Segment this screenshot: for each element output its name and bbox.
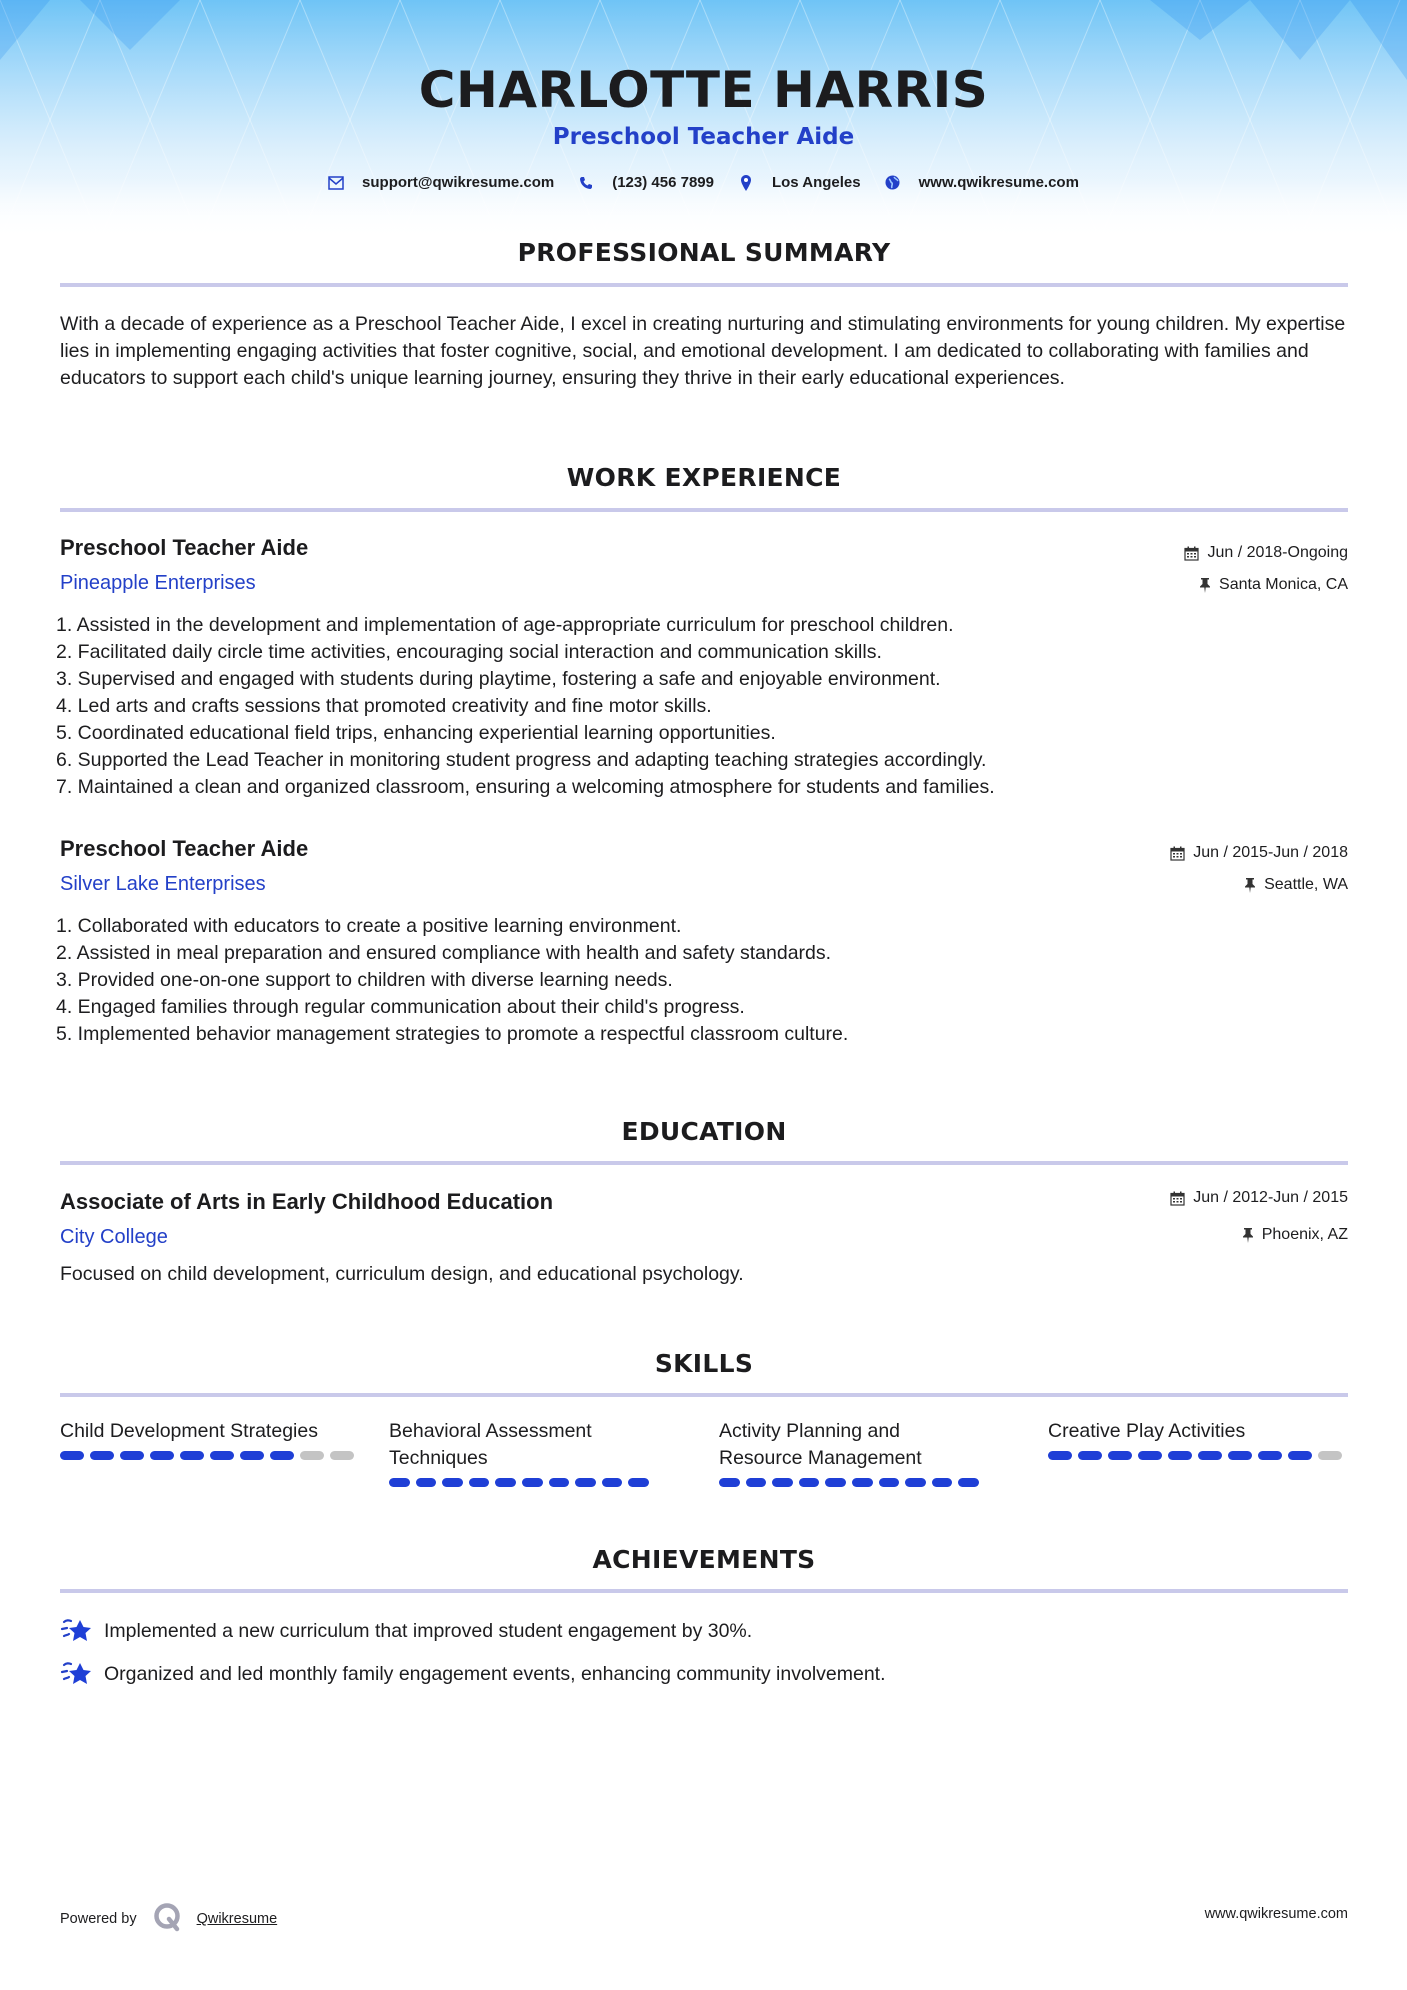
job-location: Seattle, WA bbox=[1244, 876, 1348, 894]
job-dates: Jun / 2018-Ongoing bbox=[1184, 544, 1348, 562]
skill-dot-filled bbox=[270, 1451, 294, 1460]
skill-rating bbox=[389, 1478, 649, 1487]
qwikresume-logo-icon bbox=[153, 1902, 183, 1936]
skill-dot-filled bbox=[180, 1451, 204, 1460]
list-item: 4. Engaged families through regular communication about their child's progress. bbox=[56, 996, 745, 1018]
skill-dot-filled bbox=[120, 1451, 144, 1460]
candidate-title: Preschool Teacher Aide bbox=[552, 124, 855, 150]
skill-item: Behavioral Assessment Techniques bbox=[389, 1418, 649, 1487]
website-text: www.qwikresume.com bbox=[918, 174, 1079, 191]
skill-dot-empty bbox=[330, 1451, 354, 1460]
footer-website[interactable]: www.qwikresume.com bbox=[1204, 1906, 1348, 1922]
candidate-name: CHARLOTTE HARRIS bbox=[418, 61, 989, 119]
job-location: Santa Monica, CA bbox=[1199, 576, 1348, 594]
list-item: 2. Assisted in meal preparation and ensured compliance with health and safety standards. bbox=[56, 942, 832, 964]
contact-location bbox=[738, 174, 861, 191]
skill-dot-filled bbox=[1078, 1451, 1102, 1460]
section-divider bbox=[60, 508, 1348, 512]
company-name: Silver Lake Enterprises bbox=[60, 873, 266, 895]
calendar-icon bbox=[1170, 846, 1185, 861]
email-text: support@qwikresume.com bbox=[362, 174, 555, 191]
skill-dot-filled bbox=[1108, 1451, 1132, 1460]
skill-rating bbox=[1048, 1451, 1348, 1460]
list-item: 2. Facilitated daily circle time activities, encouraging social interaction and communication skills. bbox=[56, 641, 882, 663]
skill-dot-filled bbox=[416, 1478, 437, 1487]
skill-dot-filled bbox=[1258, 1451, 1282, 1460]
achievement-item: Organized and led monthly family engagement events, enhancing community involvement. bbox=[60, 1659, 886, 1689]
job-bullets bbox=[56, 913, 848, 1048]
skill-dot-filled bbox=[60, 1451, 84, 1460]
job-dates: Jun / 2015-Jun / 2018 bbox=[1170, 844, 1348, 862]
footer-powered-by bbox=[60, 1902, 277, 1936]
skill-dot-filled bbox=[389, 1478, 410, 1487]
skill-dot-filled bbox=[958, 1478, 979, 1487]
skill-dot-filled bbox=[719, 1478, 740, 1487]
powered-by-label: Powered by bbox=[60, 1911, 137, 1927]
resume-header bbox=[0, 58, 1407, 191]
skill-dot-filled bbox=[772, 1478, 793, 1487]
map-pin-icon bbox=[738, 175, 754, 191]
skill-dot-empty bbox=[300, 1451, 324, 1460]
section-divider bbox=[60, 283, 1348, 287]
contact-phone[interactable] bbox=[578, 174, 714, 191]
skill-dot-empty bbox=[1318, 1451, 1342, 1460]
skill-dot-filled bbox=[1288, 1451, 1312, 1460]
school-name: City College bbox=[60, 1226, 168, 1248]
summary-text: With a decade of experience as a Preschool Teacher Aide, I excel in creating nurturing and stimulating environments for young children. My expertise lies in implementing engaging activities that foster cognitive, social, and emotional development. I am dedicated to collaborating with families and educators to support each child's unique learning journey, ensuring they thrive in their early educational experiences. bbox=[60, 313, 1346, 389]
skill-dot-filled bbox=[1138, 1451, 1162, 1460]
qwikresume-link[interactable]: Qwikresume bbox=[196, 1911, 278, 1927]
contact-email[interactable] bbox=[328, 174, 554, 191]
job-title: Preschool Teacher Aide bbox=[60, 836, 309, 861]
skill-dot-filled bbox=[150, 1451, 174, 1460]
skill-dot-filled bbox=[1228, 1451, 1252, 1460]
skill-dot-filled bbox=[210, 1451, 234, 1460]
contact-bar bbox=[0, 174, 1407, 191]
education-dates: Jun / 2012-Jun / 2015 bbox=[1170, 1189, 1348, 1207]
globe-icon bbox=[885, 175, 901, 191]
skill-dot-filled bbox=[522, 1478, 543, 1487]
summary-heading: PROFESSIONAL SUMMARY bbox=[517, 238, 891, 267]
skill-dot-filled bbox=[602, 1478, 623, 1487]
contact-website[interactable] bbox=[885, 174, 1079, 191]
skill-dot-filled bbox=[240, 1451, 264, 1460]
skill-dot-filled bbox=[1198, 1451, 1222, 1460]
skill-dot-filled bbox=[628, 1478, 649, 1487]
degree-title: Associate of Arts in Early Childhood Education bbox=[60, 1189, 554, 1214]
education-location: Phoenix, AZ bbox=[1242, 1226, 1348, 1244]
skill-dot-filled bbox=[799, 1478, 820, 1487]
list-item: 5. Coordinated educational field trips, enhancing experiential learning opportunities. bbox=[56, 722, 776, 744]
list-item: 3. Provided one-on-one support to children with diverse learning needs. bbox=[56, 969, 673, 991]
section-divider bbox=[60, 1589, 1348, 1593]
skill-rating bbox=[719, 1478, 979, 1487]
calendar-icon bbox=[1184, 546, 1199, 561]
pushpin-icon bbox=[1199, 578, 1211, 593]
skill-dot-filled bbox=[879, 1478, 900, 1487]
skill-dot-filled bbox=[825, 1478, 846, 1487]
skill-dot-filled bbox=[442, 1478, 463, 1487]
achievements-heading: ACHIEVEMENTS bbox=[592, 1545, 816, 1574]
skill-dot-filled bbox=[495, 1478, 516, 1487]
skill-item: Child Development Strategies bbox=[60, 1418, 360, 1460]
education-heading: EDUCATION bbox=[621, 1117, 787, 1146]
section-divider bbox=[60, 1393, 1348, 1397]
skills-heading: SKILLS bbox=[654, 1349, 754, 1378]
skill-dot-filled bbox=[1168, 1451, 1192, 1460]
skill-dot-filled bbox=[746, 1478, 767, 1487]
location-text: Los Angeles bbox=[771, 174, 861, 191]
list-item: 3. Supervised and engaged with students during playtime, fostering a safe and enjoyable environment. bbox=[56, 668, 941, 690]
skill-dot-filled bbox=[549, 1478, 570, 1487]
achievement-item: Implemented a new curriculum that improved student engagement by 30%. bbox=[60, 1616, 752, 1646]
list-item: 1. Collaborated with educators to create a positive learning environment. bbox=[56, 915, 682, 937]
skill-dot-filled bbox=[905, 1478, 926, 1487]
pushpin-icon bbox=[1242, 1228, 1254, 1243]
experience-heading: WORK EXPERIENCE bbox=[566, 463, 842, 492]
shooting-star-icon bbox=[60, 1616, 94, 1646]
company-name: Pineapple Enterprises bbox=[60, 572, 256, 594]
job-bullets bbox=[56, 612, 995, 801]
skill-item: Activity Planning and Resource Management bbox=[719, 1418, 979, 1487]
calendar-icon bbox=[1170, 1191, 1185, 1206]
list-item: 7. Maintained a clean and organized classroom, ensuring a welcoming atmosphere for students and families. bbox=[56, 776, 995, 798]
pushpin-icon bbox=[1244, 878, 1256, 893]
list-item: 6. Supported the Lead Teacher in monitoring student progress and adapting teaching strategies accordingly. bbox=[56, 749, 987, 771]
list-item: 5. Implemented behavior management strategies to promote a respectful classroom culture. bbox=[56, 1023, 849, 1045]
list-item: 4. Led arts and crafts sessions that promoted creativity and fine motor skills. bbox=[56, 695, 712, 717]
skill-dot-filled bbox=[1048, 1451, 1072, 1460]
shooting-star-icon bbox=[60, 1659, 94, 1689]
job-title: Preschool Teacher Aide bbox=[60, 535, 309, 560]
skill-dot-filled bbox=[575, 1478, 596, 1487]
education-description: Focused on child development, curriculum design, and educational psychology. bbox=[60, 1263, 744, 1285]
skill-item: Creative Play Activities bbox=[1048, 1418, 1348, 1460]
phone-text: (123) 456 7899 bbox=[612, 174, 714, 191]
section-divider bbox=[60, 1161, 1348, 1165]
skill-dot-filled bbox=[90, 1451, 114, 1460]
skill-dot-filled bbox=[852, 1478, 873, 1487]
list-item: 1. Assisted in the development and implementation of age-appropriate curriculum for preschool children. bbox=[56, 614, 954, 636]
phone-icon bbox=[578, 175, 594, 191]
skill-dot-filled bbox=[932, 1478, 953, 1487]
skill-dot-filled bbox=[469, 1478, 490, 1487]
skill-rating bbox=[60, 1451, 360, 1460]
envelope-icon bbox=[328, 175, 344, 191]
